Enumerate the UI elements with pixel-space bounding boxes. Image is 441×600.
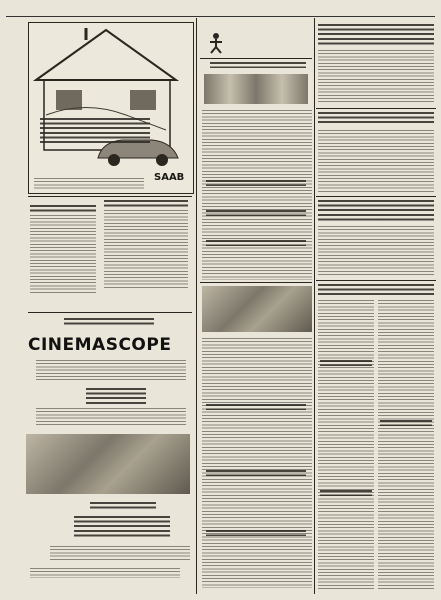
athlete-icon [206,32,226,54]
cinemascope-logo: CINEMASCOPE [28,335,172,355]
film-footer-text [30,568,180,578]
cinemascope-intro-text [36,360,186,382]
saab-slogan-text [40,118,150,144]
sports-subhead-3 [206,240,306,246]
film-credits-text [50,546,190,560]
sports-headline-1 [210,62,306,68]
ad-heading-left [30,205,96,213]
sports-article-1 [202,110,312,280]
sports-subhead-4 [206,404,306,410]
ad-heading-right [104,200,188,208]
right-rule-2 [316,196,436,197]
right-lead-article [318,50,434,104]
sports-subhead-1 [206,180,306,186]
page-header [6,4,435,17]
cinemascope-body-text [36,408,186,426]
right-headline-4 [318,284,434,296]
ad-divider-2 [28,312,192,313]
right-subhead-3 [320,490,372,496]
sports-subhead-2 [206,210,306,216]
right-headline-2 [318,112,434,126]
right-article-4b [378,300,434,590]
film-still-photo [26,434,190,494]
ad-divider-1 [28,196,192,197]
right-lead-headline [318,24,434,46]
sports-rule-1 [200,58,312,59]
cinemascope-announcement [64,318,154,326]
right-rule-1 [316,108,436,109]
sports-masthead [214,34,294,54]
right-article-4a [318,300,374,590]
cinemascope-persian-title [86,388,146,404]
saab-logo: SAAB [154,172,185,183]
column-rule-left [196,18,197,594]
ad-body-left [30,215,96,295]
right-subhead-1 [320,360,372,366]
football-match-photo [202,286,312,332]
right-article-2 [318,130,434,192]
ad-body-right [104,210,188,288]
right-headline-3 [318,200,434,222]
right-rule-3 [316,280,436,281]
sports-subhead-5 [206,470,306,476]
saab-dealer-text [34,178,144,190]
right-subhead-2 [380,420,432,426]
sports-article-2 [202,338,312,588]
film-subtitle [90,502,156,510]
column-rule-right [314,18,315,594]
sports-rule-2 [200,282,312,283]
sports-subhead-6 [206,530,306,536]
film-title-ocean [74,516,170,538]
right-article-3 [318,226,434,276]
athletes-portrait-strip [204,74,308,104]
